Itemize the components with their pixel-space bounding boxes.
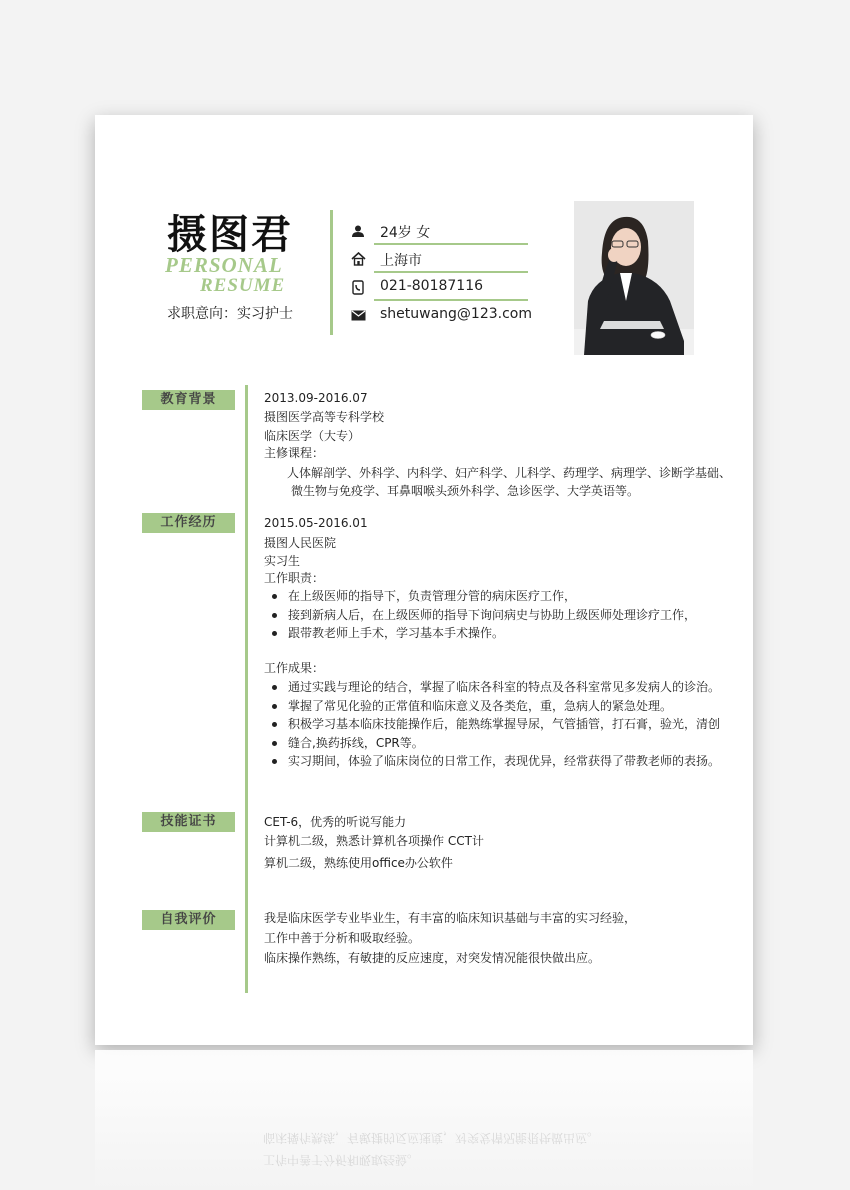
work-result-item: 通过实践与理论的结合，掌握了临床各科室的特点及各科室常见多发病人的诊治。 <box>288 680 721 694</box>
city-text: 上海市 <box>380 253 422 269</box>
bullet <box>272 613 277 618</box>
skill-line: 计算机二级，熟悉计算机各项操作 CCT计 <box>264 834 484 848</box>
contact-city <box>350 245 528 273</box>
bullet <box>272 631 277 636</box>
work-result-item: 掌握了常见化验的正常值和临床意义及各类危，重，急病人的紧急处理。 <box>288 699 673 713</box>
skill-line: 算机二级，熟练使用office办公软件 <box>264 856 453 870</box>
work-date: 2015.05-2016.01 <box>264 516 368 530</box>
work-result-item: 实习期间，体验了临床岗位的日常工作，表现优异，经常获得了带教老师的表扬。 <box>288 754 721 768</box>
education-courses-title: 主修课程： <box>264 446 325 460</box>
phone-text: 021-80187116 <box>380 278 484 294</box>
contact-age-gender <box>350 217 528 245</box>
work-results-title: 工作成果： <box>264 661 325 675</box>
reflection-text: 工作中善于分析和吸取经验。 <box>263 1153 420 1167</box>
education-major: 临床医学（大专） <box>264 429 361 443</box>
bullet <box>272 759 277 764</box>
section-label-education: 教育背景 <box>142 390 235 410</box>
contact-email <box>350 301 533 329</box>
age-gender-text: 24岁 女 <box>380 225 431 241</box>
education-courses-line: 人体解剖学、外科学、内科学、妇产科学、儿科学、药理学、病理学、诊断学基础、 <box>287 466 732 480</box>
section-label-work: 工作经历 <box>142 513 235 533</box>
bullet <box>272 704 277 709</box>
personal-wordmark: PERSONAL <box>165 253 283 277</box>
resume-wordmark: RESUME <box>200 275 286 296</box>
skill-line: CET-6，优秀的听说写能力 <box>264 815 407 829</box>
education-date: 2013.09-2016.07 <box>264 391 368 405</box>
work-result-item: 积极学习基本临床技能操作后，能熟练掌握导尿，气管插管，打石膏，验光，清创 <box>288 717 721 731</box>
section-label-self: 自我评价 <box>142 910 235 930</box>
bullet <box>272 741 277 746</box>
work-position: 实习生 <box>264 554 301 568</box>
job-intent: 求职意向：实习护士 <box>167 306 293 322</box>
work-result-item: 缝合,换药拆线，CPR等。 <box>288 736 424 750</box>
work-duty-item: 跟带教老师上手术，学习基本手术操作。 <box>288 626 505 640</box>
reflection-text: 临床操作熟练，有敏捷的反应速度，对突发情况能很快做出应。 <box>263 1131 600 1145</box>
header-divider <box>330 210 333 335</box>
phone-icon <box>350 279 366 295</box>
bullet <box>272 594 277 599</box>
self-line: 临床操作熟练，有敏捷的反应速度，对突发情况能很快做出应。 <box>264 951 601 965</box>
self-line: 我是临床医学专业毕业生，有丰富的临床知识基础与丰富的实习经验， <box>264 911 637 925</box>
bullet <box>272 722 277 727</box>
education-courses-line: 微生物与免疫学、耳鼻咽喉头颈外科学、急诊医学、大学英语等。 <box>291 484 640 498</box>
education-school: 摄图医学高等专科学校 <box>264 410 385 424</box>
work-duties-title: 工作职责： <box>264 571 325 585</box>
email-text: shetuwang@123.com <box>380 306 533 322</box>
applicant-name: 摄图君 <box>167 212 293 258</box>
home-icon <box>350 251 366 267</box>
contact-phone <box>350 273 528 301</box>
work-duty-item: 在上级医师的指导下，负责管理分管的病床医疗工作， <box>288 589 577 603</box>
user-icon <box>350 223 366 239</box>
bullet <box>272 685 277 690</box>
page-reflection <box>95 1050 753 1190</box>
profile-photo <box>574 201 694 355</box>
section-label-skills: 技能证书 <box>142 812 235 832</box>
resume-page <box>95 115 753 1045</box>
self-line: 工作中善于分析和吸取经验。 <box>264 931 421 945</box>
work-company: 摄图人民医院 <box>264 536 337 550</box>
work-duty-item: 接到新病人后，在上级医师的指导下询问病史与协助上级医师处理诊疗工作， <box>288 608 697 622</box>
mail-icon <box>350 307 366 323</box>
timeline-line <box>245 385 248 993</box>
